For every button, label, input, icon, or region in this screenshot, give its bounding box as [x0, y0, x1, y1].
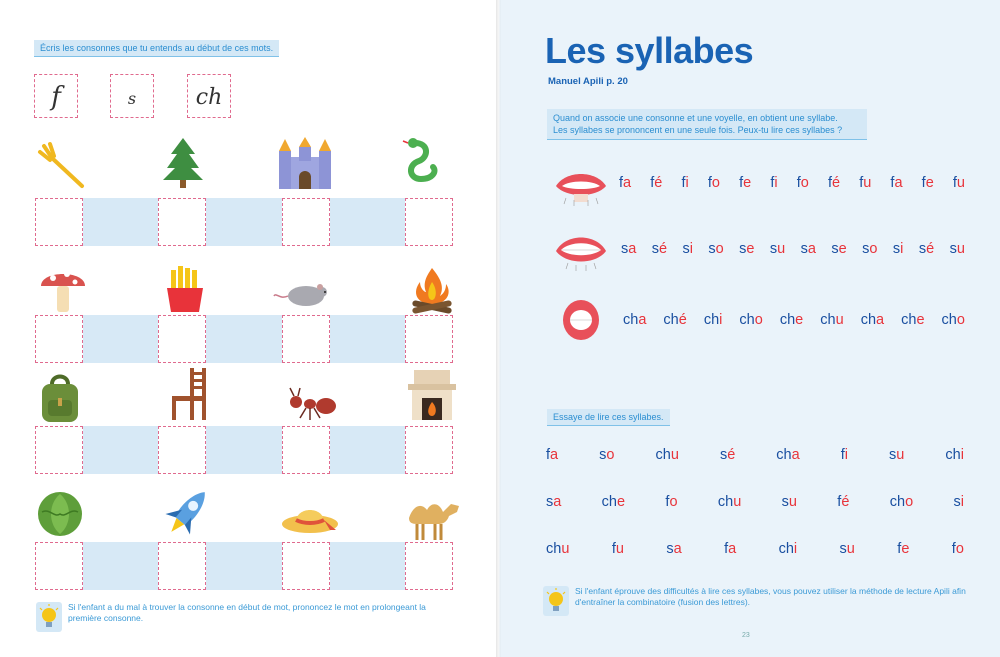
syllable-vowel: u — [896, 447, 905, 463]
syllable — [841, 447, 848, 463]
syllable-consonant: s — [781, 494, 789, 510]
syllable — [708, 175, 720, 191]
syllable-consonant: ch — [778, 541, 794, 557]
syllable-consonant: f — [951, 541, 956, 557]
syllable-vowel: é — [727, 447, 736, 463]
syllable-row-ch — [623, 312, 965, 328]
syllable — [890, 175, 902, 191]
syllable — [546, 541, 569, 557]
mouth-s-icon — [554, 229, 608, 273]
lightbulb-icon — [543, 586, 569, 616]
mouth-f-icon — [554, 164, 608, 208]
snake-icon — [393, 135, 453, 191]
syllable-consonant: f — [724, 541, 729, 557]
syllable-vowel: e — [743, 175, 752, 191]
syllable — [546, 447, 558, 463]
syllable — [612, 541, 624, 557]
syllable-vowel: u — [835, 312, 844, 328]
syllable — [952, 541, 964, 557]
page-number: 23 — [742, 632, 750, 639]
syllable — [831, 241, 846, 257]
syllable-vowel: a — [623, 175, 632, 191]
syllable-consonant: s — [839, 541, 847, 557]
example-letter-s: s — [110, 74, 154, 118]
syllable-consonant: f — [897, 541, 902, 557]
page-subtitle: Manuel Apili p. 20 — [548, 76, 628, 87]
syllable-consonant: ch — [776, 447, 792, 463]
syllable-vowel: o — [715, 241, 724, 257]
syllable — [599, 447, 614, 463]
syllable-vowel: o — [869, 241, 878, 257]
syllable-vowel: u — [561, 541, 570, 557]
syllable-vowel: i — [844, 447, 848, 463]
example-letter-ch: ch — [187, 74, 231, 118]
backpack-icon — [30, 370, 90, 426]
syllable-consonant: s — [666, 541, 674, 557]
syllable-consonant: f — [859, 175, 864, 191]
answer-box[interactable] — [282, 315, 330, 363]
right-tip-text: Si l'enfant éprouve des difficultés à lire ces syllabes, vous pouvez utiliser la méthode de lecture Apili afin d'entraîner la combinatoire (fusion des lettres). — [575, 586, 966, 607]
syllable-vowel: u — [670, 447, 679, 463]
syllable-vowel: a — [550, 447, 559, 463]
syllable-consonant: ch — [717, 494, 734, 510]
syllable — [724, 541, 736, 557]
syllable-consonant: ch — [655, 447, 671, 463]
syllable-vowel: u — [956, 175, 965, 191]
right-instruction — [547, 109, 867, 140]
right-instruction-2: Essaye de lire ces syllabes. — [547, 409, 670, 426]
answer-box[interactable] — [405, 198, 453, 246]
syllable — [650, 175, 662, 191]
answer-box[interactable] — [282, 426, 330, 474]
reading-row — [546, 541, 964, 557]
syllable — [776, 447, 799, 463]
syllable-consonant: f — [611, 541, 616, 557]
syllable-consonant: s — [953, 494, 961, 510]
sun-hat-icon — [280, 490, 340, 546]
syllable-vowel: é — [678, 312, 687, 328]
syllable-consonant: ch — [779, 312, 796, 328]
syllable-vowel: e — [795, 312, 804, 328]
syllable-consonant: ch — [889, 494, 906, 510]
fireplace-icon — [402, 368, 462, 424]
syllable-consonant: ch — [623, 312, 639, 328]
mushroom-icon — [33, 262, 93, 318]
lightbulb-icon — [36, 602, 62, 632]
syllable-vowel: a — [807, 241, 816, 257]
syllable-consonant: f — [546, 447, 551, 463]
syllable — [602, 494, 625, 510]
syllable-consonant: s — [621, 241, 629, 257]
syllable — [665, 494, 677, 510]
reading-row — [546, 494, 964, 510]
left-instruction: Écris les consonnes que tu entends au début de ces mots. — [34, 40, 279, 57]
answer-box[interactable] — [405, 426, 453, 474]
syllable — [890, 494, 913, 510]
syllable-consonant: ch — [546, 541, 562, 557]
syllable — [720, 447, 735, 463]
answer-box[interactable] — [158, 315, 206, 363]
syllable-consonant: ch — [945, 447, 961, 463]
syllable — [779, 541, 798, 557]
syllable — [739, 175, 751, 191]
syllable-vowel: u — [846, 541, 855, 557]
syllable-vowel: u — [615, 541, 624, 557]
syllable-consonant: f — [739, 175, 744, 191]
syllable-consonant: s — [769, 241, 778, 257]
answer-box[interactable] — [35, 426, 83, 474]
syllable-consonant: f — [681, 175, 686, 191]
syllable-vowel: e — [617, 494, 626, 510]
syllable — [801, 241, 816, 257]
syllable-vowel: o — [905, 494, 914, 510]
fries-icon — [155, 262, 215, 318]
example-letter-f: f — [34, 74, 78, 118]
syllable-vowel: o — [606, 447, 615, 463]
syllable-consonant: f — [840, 447, 845, 463]
syllable-consonant: s — [949, 241, 957, 257]
syllable-vowel: o — [669, 494, 678, 510]
syllable — [780, 312, 803, 328]
right-tip — [543, 586, 973, 616]
syllable — [922, 175, 934, 191]
syllable-vowel: é — [926, 241, 935, 257]
syllable — [718, 494, 741, 510]
syllable-vowel: i — [900, 241, 904, 257]
syllable — [820, 312, 843, 328]
syllable-vowel: i — [774, 175, 778, 191]
answer-box[interactable] — [405, 542, 453, 590]
syllable-consonant: ch — [820, 312, 836, 328]
syllable-consonant: f — [796, 175, 801, 191]
syllable-vowel: a — [728, 541, 737, 557]
syllable-vowel: o — [711, 175, 720, 191]
syllable-vowel: a — [628, 241, 637, 257]
syllable-consonant: s — [546, 494, 554, 510]
syllable-vowel: é — [841, 494, 850, 510]
chair-icon — [158, 366, 218, 422]
syllable — [950, 241, 965, 257]
answer-box[interactable] — [158, 542, 206, 590]
syllable — [945, 447, 964, 463]
syllable-vowel: i — [685, 175, 689, 191]
syllable — [681, 175, 688, 191]
syllable — [862, 241, 877, 257]
syllable-consonant: s — [651, 241, 659, 257]
syllable-consonant: s — [708, 241, 716, 257]
syllable — [897, 541, 909, 557]
fir-tree-icon — [153, 134, 213, 190]
castle-icon — [275, 135, 335, 191]
syllable-vowel: u — [863, 175, 872, 191]
syllable-consonant: ch — [901, 312, 917, 328]
syllable-consonant: ch — [703, 312, 720, 328]
syllable — [782, 494, 797, 510]
syllable — [953, 175, 965, 191]
syllable-vowel: é — [831, 175, 841, 191]
answer-strip — [59, 315, 452, 363]
syllable-consonant: f — [707, 175, 712, 191]
syllable — [623, 312, 646, 328]
syllable-vowel: i — [960, 447, 964, 463]
syllable — [770, 241, 785, 257]
syllable-consonant: f — [952, 175, 957, 191]
syllable — [770, 175, 777, 191]
syllable-vowel: a — [791, 447, 800, 463]
syllable-vowel: a — [638, 312, 647, 328]
syllable-consonant: f — [650, 175, 655, 191]
page-title: Les syllabes — [545, 30, 754, 71]
syllable-consonant: s — [889, 447, 897, 463]
fork-icon — [30, 138, 90, 194]
answer-box[interactable] — [35, 198, 83, 246]
syllable — [840, 541, 855, 557]
right-instruction-line: Les syllabes se prononcent en une seule fois. Peux-tu lire ces syllabes ? — [553, 125, 843, 135]
syllable-vowel: u — [788, 494, 797, 510]
syllable-vowel: e — [746, 241, 755, 257]
answer-box[interactable] — [405, 315, 453, 363]
syllable-consonant: f — [837, 494, 842, 510]
syllable-vowel: a — [876, 312, 885, 328]
syllable — [901, 312, 924, 328]
answer-box[interactable] — [282, 542, 330, 590]
syllable-consonant: s — [719, 447, 728, 463]
rocket-icon — [158, 484, 218, 540]
syllable-vowel: a — [553, 494, 562, 510]
syllable — [828, 175, 840, 191]
syllable-vowel: e — [838, 241, 847, 257]
syllable-consonant: f — [890, 175, 895, 191]
syllable — [708, 241, 723, 257]
syllable — [683, 241, 693, 257]
left-tip — [36, 602, 456, 632]
syllable — [621, 241, 636, 257]
syllable-vowel: o — [956, 312, 965, 328]
syllable-consonant: ch — [860, 312, 877, 328]
answer-strip — [59, 542, 452, 590]
syllable — [656, 447, 679, 463]
campfire-icon — [402, 262, 462, 318]
syllable — [739, 241, 754, 257]
syllable — [797, 175, 809, 191]
syllable-vowel: e — [925, 175, 934, 191]
syllable-vowel: o — [800, 175, 809, 191]
syllable — [652, 241, 667, 257]
syllable — [739, 312, 762, 328]
syllable-consonant: ch — [663, 312, 679, 328]
syllable-consonant: s — [739, 241, 747, 257]
syllable — [889, 447, 904, 463]
right-instruction-line: Quand on associe une consonne et une voyelle, en obtient une syllabe. — [553, 113, 838, 123]
answer-strip — [59, 198, 452, 246]
syllable-consonant: ch — [601, 494, 617, 510]
syllable-consonant: f — [619, 175, 624, 191]
syllable-consonant: f — [665, 494, 670, 510]
syllable — [663, 312, 686, 328]
syllable-vowel: i — [719, 312, 723, 328]
syllable-consonant: ch — [739, 312, 755, 328]
syllable — [859, 175, 871, 191]
syllable-vowel: u — [956, 241, 965, 257]
syllable-vowel: a — [673, 541, 682, 557]
syllable-row-s — [621, 241, 965, 257]
left-tip-text: Si l'enfant a du mal à trouver la consonne en début de mot, prononcez le mot en prolongeant la première consonne. — [68, 602, 426, 623]
syllable — [546, 494, 561, 510]
syllable-consonant: s — [892, 241, 901, 257]
reading-row — [546, 447, 964, 463]
syllable-vowel: i — [689, 241, 693, 257]
syllable — [837, 494, 849, 510]
syllable — [619, 175, 631, 191]
syllable-consonant: s — [862, 241, 870, 257]
syllable — [861, 312, 884, 328]
syllable-vowel: é — [659, 241, 668, 257]
syllable — [919, 241, 934, 257]
syllable-consonant: f — [770, 175, 775, 191]
syllable-vowel: i — [960, 494, 964, 510]
syllable — [704, 312, 723, 328]
cabbage-icon — [30, 484, 90, 540]
syllable-row-f — [619, 175, 965, 191]
syllable — [666, 541, 681, 557]
answer-strip — [59, 426, 452, 474]
answer-box[interactable] — [35, 542, 83, 590]
syllable-vowel: u — [733, 494, 742, 510]
answer-box[interactable] — [158, 198, 206, 246]
syllable-consonant: f — [921, 175, 926, 191]
answer-box[interactable] — [158, 426, 206, 474]
syllable-vowel: u — [777, 241, 786, 257]
syllable-consonant: s — [918, 241, 927, 257]
syllable-consonant: s — [599, 447, 607, 463]
syllable-consonant: s — [831, 241, 839, 257]
answer-box[interactable] — [282, 198, 330, 246]
syllable-vowel: a — [894, 175, 903, 191]
syllable — [954, 494, 964, 510]
syllable-vowel: o — [754, 312, 763, 328]
answer-box[interactable] — [35, 315, 83, 363]
syllable-vowel: e — [901, 541, 910, 557]
syllable-vowel: i — [793, 541, 798, 557]
syllable-consonant: s — [800, 241, 808, 257]
syllable-consonant: s — [682, 241, 690, 257]
camel-icon — [403, 488, 463, 544]
syllable-consonant: f — [827, 175, 832, 191]
syllable-vowel: o — [955, 541, 964, 557]
book-spine — [496, 0, 501, 657]
syllable-vowel: e — [916, 312, 925, 328]
mouth-ch-icon — [554, 298, 608, 342]
syllable-consonant: ch — [941, 312, 957, 328]
syllable — [893, 241, 903, 257]
syllable — [942, 312, 965, 328]
syllable-vowel: é — [654, 175, 663, 191]
